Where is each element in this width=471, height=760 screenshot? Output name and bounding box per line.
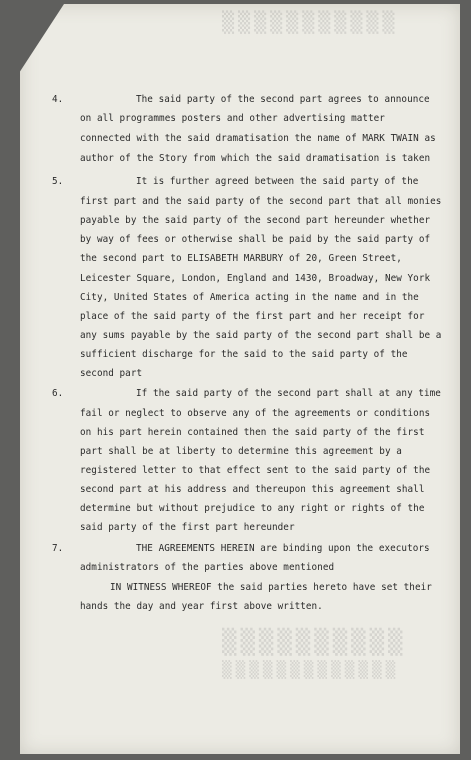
clause-text-line: connected with the said dramatisation the name of MARK TWAIN as — [80, 133, 436, 144]
clause-text-line: The said party of the second part agrees to announce — [136, 94, 430, 105]
clause-text-line: any sums payable by the said party of the second part shall be a — [80, 330, 442, 341]
clause-text-line: If the said party of the second part shall at any time — [136, 388, 441, 399]
clause-text-line: It is further agreed between the said party of the — [136, 176, 419, 187]
clause-text-line: said party of the first part hereunder — [80, 522, 295, 533]
clause-text-line: sufficient discharge for the said to the said party of the — [80, 349, 408, 360]
clause-number: 4. — [52, 94, 64, 105]
closing-text-line: hands the day and year first above written. — [80, 601, 323, 612]
clause-text-line: Leicester Square, London, England and 1430, Broadway, New York — [80, 273, 431, 284]
clause-text-line: author of the Story from which the said dramatisation is taken — [80, 153, 431, 164]
clause-text-line: second part at his address and thereupon this agreement shall — [80, 484, 425, 495]
closing-text-line: IN WITNESS WHEREOF the said parties hereto have set their — [110, 582, 432, 593]
clause-text-line: second part — [80, 368, 143, 379]
clause-text-line: on his part herein contained then the said party of the first — [80, 427, 425, 438]
clause-text-line: part shall be at liberty to determine this agreement by a — [80, 446, 402, 457]
bleed-through-text: ▒▒▒▒▒▒▒▒▒▒▒ — [222, 10, 399, 34]
bleed-through-text: ▒▒▒▒▒▒▒▒▒▒ — [222, 628, 407, 656]
clause-text-line: by way of fees or otherwise shall be paid by the said party of — [80, 234, 431, 245]
clause-number: 6. — [52, 388, 64, 399]
clause-text-line: fail or neglect to observe any of the agreements or conditions — [80, 408, 431, 419]
clause-number: 5. — [52, 176, 64, 187]
clause-text-line: payable by the said party of the second part hereunder whether — [80, 215, 431, 226]
clause-text-line: determine but without prejudice to any right or rights of the — [80, 503, 425, 514]
clause-text-line: THE AGREEMENTS HEREIN are binding upon the executors — [136, 543, 430, 554]
clause-number: 7. — [52, 543, 64, 554]
clause-text-line: City, United States of America acting in the name and in the — [80, 292, 419, 303]
clause-text-line: the second part to ELISABETH MARBURY of 20, Green Street, — [80, 253, 402, 264]
clause-text-line: first part and the said party of the second part that all monies — [80, 196, 442, 207]
clause-text-line: on all programmes posters and other advertising matter — [80, 113, 385, 124]
bleed-through-text: ▒▒▒▒▒▒▒▒▒▒▒▒▒ — [222, 660, 400, 679]
clause-text-line: administrators of the parties above mentioned — [80, 562, 335, 573]
clause-text-line: place of the said party of the first part and her receipt for — [80, 311, 425, 322]
clause-text-line: registered letter to that effect sent to the said party of the — [80, 465, 431, 476]
